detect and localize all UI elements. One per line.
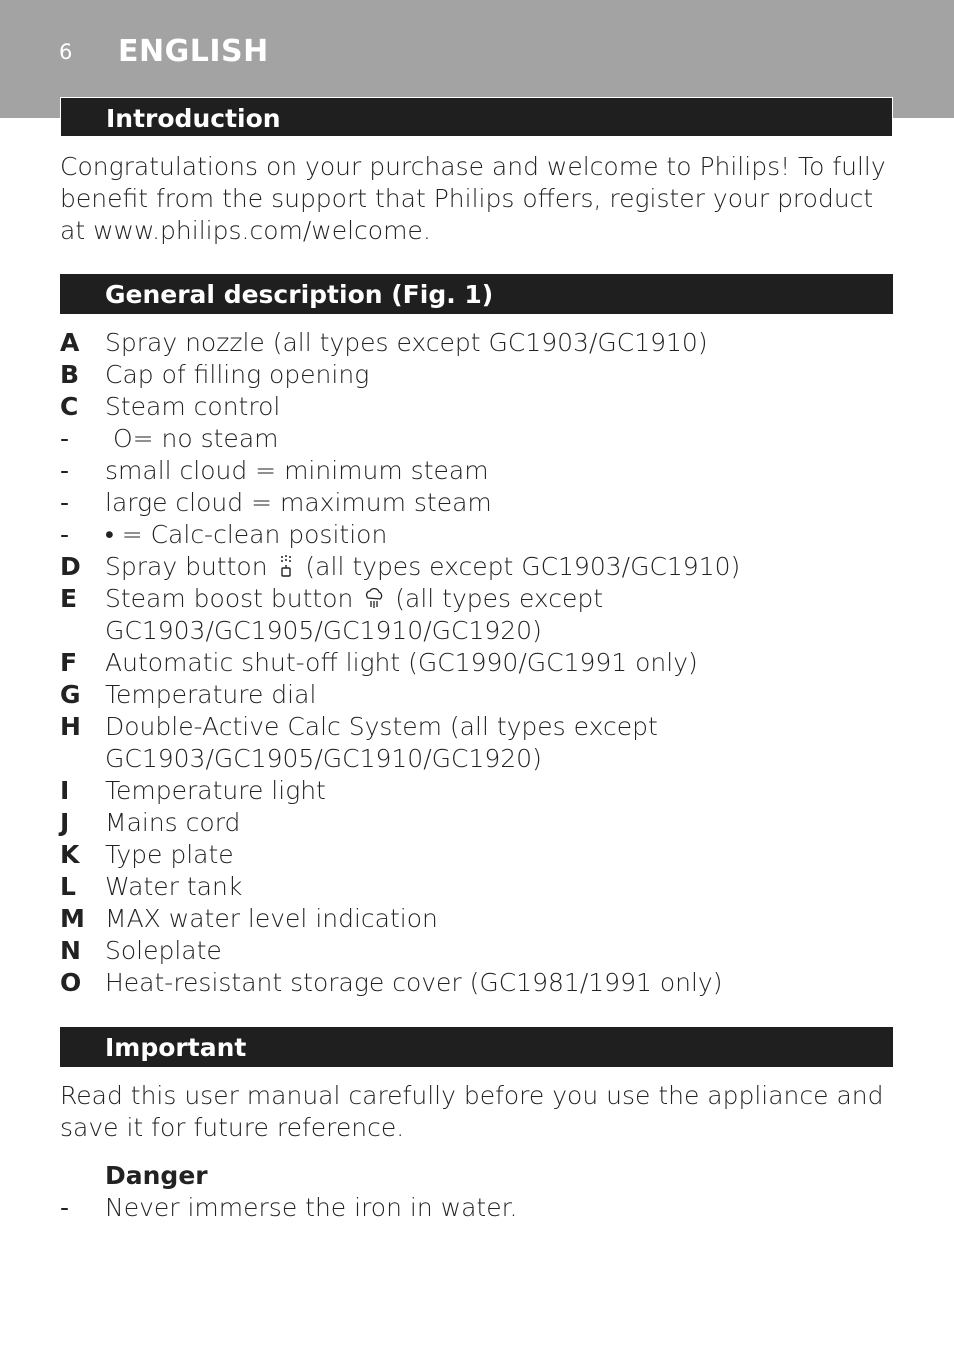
item-marker: - [60,456,70,485]
important-paragraph: Read this user manual carefully before you use the appliance and save it for future reference. [60,1081,884,1142]
list-item [60,359,900,391]
item-text: Heat-resistant storage cover (GC1981/1991 only) [105,968,723,997]
list-item [60,711,900,775]
item-text-after: (all types except GC1903/GC1905/GC1910/GC1920) [105,584,604,645]
list-item [60,679,900,711]
item-text: Type plate [105,840,234,869]
item-marker: D [60,552,81,581]
item-text: Temperature dial [105,680,317,709]
list-item [60,839,900,871]
item-marker: L [60,872,76,901]
item-marker: B [60,360,80,389]
item-text: large cloud = maximum steam [105,488,492,517]
list-item [60,391,900,423]
item-text: Double-Active Calc System (all types except GC1903/GC1905/GC1910/GC1920) [105,712,658,773]
list-item [60,519,900,551]
page-number: 6 [59,40,73,64]
list-item [60,423,900,455]
item-text: Temperature light [105,776,326,805]
list-item [60,775,900,807]
item-marker: E [60,584,78,613]
list-item [60,487,900,519]
item-marker: F [60,648,78,677]
list-item [60,551,900,583]
item-text: Cap of filling opening [105,360,370,389]
section-heading-introduction: Introduction [60,97,893,137]
list-item [60,935,900,967]
parts-list [60,327,900,999]
list-item [60,967,900,999]
item-text-after: (all types except GC1903/GC1910) [297,552,741,581]
item-text-before: Spray button [105,552,276,581]
steam-boost-icon [363,586,385,610]
item-marker: K [60,840,80,869]
item-marker: C [60,392,79,421]
item-marker: A [60,328,80,357]
danger-item-text: Never immerse the iron in water. [105,1193,518,1222]
item-marker: - [60,1193,70,1222]
item-text: small cloud = minimum steam [105,456,489,485]
danger-heading: Danger [105,1161,208,1190]
list-item [60,871,900,903]
danger-list-item [60,1192,900,1224]
list-item [60,455,900,487]
item-text: • = Calc-clean position [105,520,388,549]
item-marker: N [60,936,81,965]
item-marker: G [60,680,81,709]
item-text: Water tank [105,872,243,901]
list-item [60,807,900,839]
item-text: Mains cord [105,808,241,837]
list-item [60,903,900,935]
section-heading-general-description: General description (Fig. 1) [60,274,893,314]
item-marker: - [60,424,70,453]
item-marker: - [60,488,70,517]
item-text [105,583,900,647]
item-text-before: Steam boost button [105,584,362,613]
item-marker: H [60,712,81,741]
language-heading: ENGLISH [118,34,269,69]
item-text: MAX water level indication [105,904,438,933]
item-marker: - [60,520,70,549]
section-heading-important: Important [60,1027,893,1067]
item-marker: J [60,808,70,837]
item-text [105,551,900,583]
introduction-paragraph: Congratulations on your purchase and welcome to Philips! To fully benefit from the support that Philips offers, register your product at www.philips.com/welcome. [60,152,886,245]
list-item [60,327,900,359]
list-item [60,647,900,679]
item-text: Automatic shut-off light (GC1990/GC1991 only) [105,648,698,677]
item-text: Steam control [105,392,281,421]
spray-icon [277,554,295,578]
item-text: O= no steam [105,424,279,453]
list-item [60,583,900,647]
item-marker: I [60,776,70,805]
item-text: Soleplate [105,936,222,965]
item-marker: M [60,904,85,933]
item-text: Spray nozzle (all types except GC1903/GC1910) [105,328,708,357]
item-marker: O [60,968,82,997]
